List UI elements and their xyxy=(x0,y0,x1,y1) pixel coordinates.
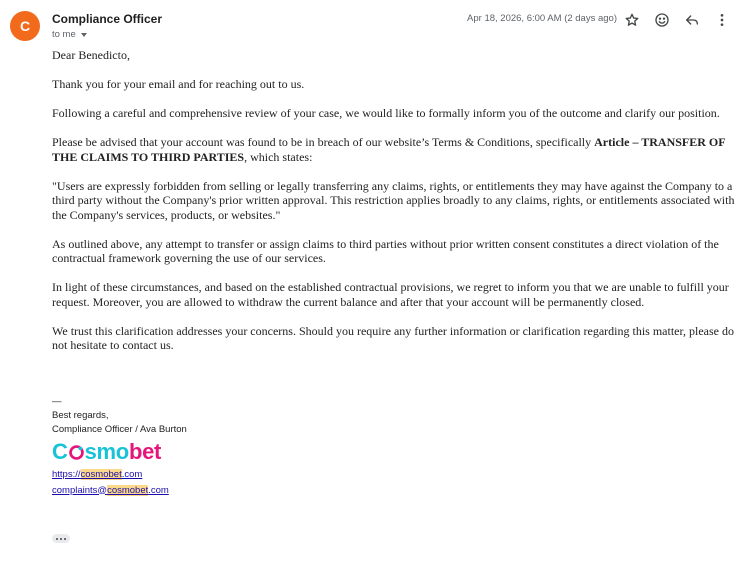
signature-title: Compliance Officer / Ava Burton xyxy=(52,424,187,435)
star-icon xyxy=(624,12,640,28)
star-button[interactable] xyxy=(617,8,647,32)
sender-name[interactable]: Compliance Officer xyxy=(52,12,163,26)
cosmobet-logo: C smobet xyxy=(52,439,162,464)
reply-icon xyxy=(684,12,700,28)
email-body xyxy=(52,48,738,367)
paragraph-violation: As outlined above, any attempt to transfer or assign claims to third parties without prior written consent constitutes a direct violation of the contractual framework governing the use of our services. xyxy=(52,236,719,265)
dot-icon xyxy=(60,538,62,540)
paragraph-breach xyxy=(52,135,738,164)
more-vert-icon xyxy=(714,12,730,28)
paragraph-review: Following a careful and comprehensive review of your case, we would like to formally inform you of the outcome and clarify our position. xyxy=(52,106,720,120)
quoted-terms: "Users are expressly forbidden from selling or legally transferring any claims, rights, or entitlements they may have against the Company to a third party without the Company's prior written approval. This restriction applies broadly to any claims, rights, or entitlements associated with the Company's services, products, or websites." xyxy=(52,178,735,222)
email-actions xyxy=(617,8,737,32)
email-date: Apr 18, 2026, 6:00 AM (2 days ago) xyxy=(467,13,617,24)
paragraph-decision: In light of these circumstances, and based on the established contractual provisions, we regret to inform you that we are unable to fulfill your request. Moreover, you are allowed to withdraw the current balance and after that your account will be permanently closed. xyxy=(52,280,729,309)
emoji-icon xyxy=(654,12,670,28)
recipient-details-toggle[interactable] xyxy=(52,29,87,40)
dot-icon xyxy=(64,538,66,540)
breach-text: Please be advised that your account was found to be in breach of our website’s Terms & Conditions, specifically xyxy=(52,135,595,149)
logo-ring-icon xyxy=(68,444,85,461)
website-link[interactable]: https://cosmobet.com xyxy=(52,469,143,480)
breach-text-end: , which states: xyxy=(244,149,313,164)
more-options-button[interactable] xyxy=(707,8,737,32)
complaints-email-link[interactable]: complaints@cosmobet.com xyxy=(52,484,169,496)
signature-dash: — xyxy=(52,396,62,407)
greeting: Dear Benedicto, xyxy=(52,48,130,62)
dot-icon xyxy=(56,538,58,540)
recipient-label: to me xyxy=(52,29,76,40)
signature xyxy=(52,395,187,437)
reply-button[interactable] xyxy=(677,8,707,32)
paragraph-thanks: Thank you for your email and for reaching out to us. xyxy=(52,77,305,91)
sender-avatar[interactable]: C xyxy=(10,11,40,41)
signature-links xyxy=(52,467,169,498)
add-reaction-button[interactable] xyxy=(647,8,677,32)
signature-closing: Best regards, xyxy=(52,410,109,421)
chevron-down-icon xyxy=(81,33,87,37)
article-reference: Article – TRANSFER OF THE CLAIMS TO THIRD PARTIES xyxy=(52,135,726,164)
show-trimmed-content-button[interactable] xyxy=(52,534,70,543)
paragraph-closing: We trust this clarification addresses your concerns. Should you require any further information or clarification regarding this matter, please do not hesitate to contact us. xyxy=(52,323,735,352)
